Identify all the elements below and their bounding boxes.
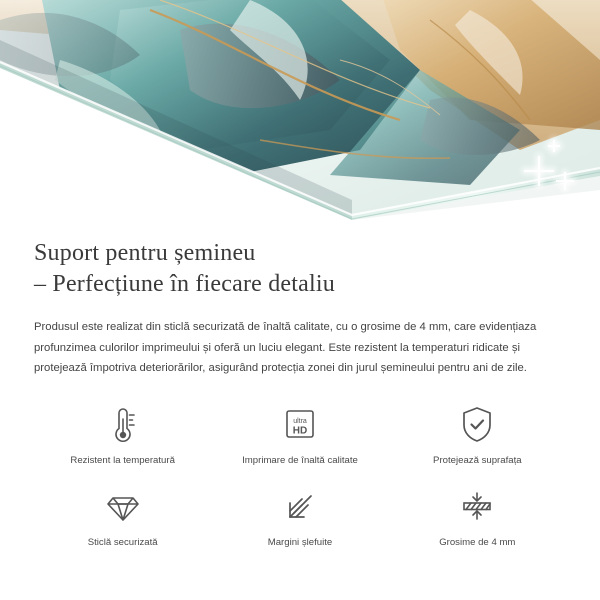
product-description: Produsul este realizat din sticlă securizată de înaltă calitate, cu o grosime de 4 mm, care evidențiaza profunzimea culorilor imprimeului și oferă un luciu elegant. Este rezistent la temperaturi ridicate și protejează împotriva deteriorărilor, asigurând protecția zonei din jurul șemineului pentru ani de zile. [34, 321, 537, 374]
title-line-1: Suport pentru șemineu [34, 240, 256, 266]
marble-glass-panel-photo [0, 0, 600, 220]
feature-item-temperature-resistant [34, 401, 211, 467]
feature-label: Imprimare de înaltă calitate [242, 454, 358, 466]
feature-label: Protejează suprafața [433, 454, 522, 466]
feature-grid [34, 401, 566, 549]
feature-item-print-quality [211, 401, 388, 467]
diamond-icon [100, 483, 146, 529]
thermometer-icon [100, 401, 146, 447]
feature-item-surface-protection [389, 401, 566, 467]
feature-label: Rezistent la temperatură [70, 454, 175, 466]
feature-label: Grosime de 4 mm [439, 536, 516, 548]
polished-edges-icon [277, 483, 323, 529]
page-title [34, 238, 566, 300]
content-area [0, 220, 600, 549]
feature-label: Margini șlefuite [267, 536, 333, 548]
ultra-hd-icon [277, 401, 323, 447]
feature-item-polished-edges [211, 483, 388, 549]
feature-label: Sticlă securizată [87, 536, 158, 548]
thickness-4mm-icon [454, 483, 500, 529]
feature-item-thickness [389, 483, 566, 549]
shield-check-icon [454, 401, 500, 447]
svg-text:HD: HD [292, 425, 308, 436]
title-line-2: – Perfecțiune în fiecare detaliu [34, 271, 335, 297]
svg-text:ultra: ultra [293, 417, 307, 425]
feature-item-tempered-glass [34, 483, 211, 549]
hero-image [0, 0, 600, 220]
